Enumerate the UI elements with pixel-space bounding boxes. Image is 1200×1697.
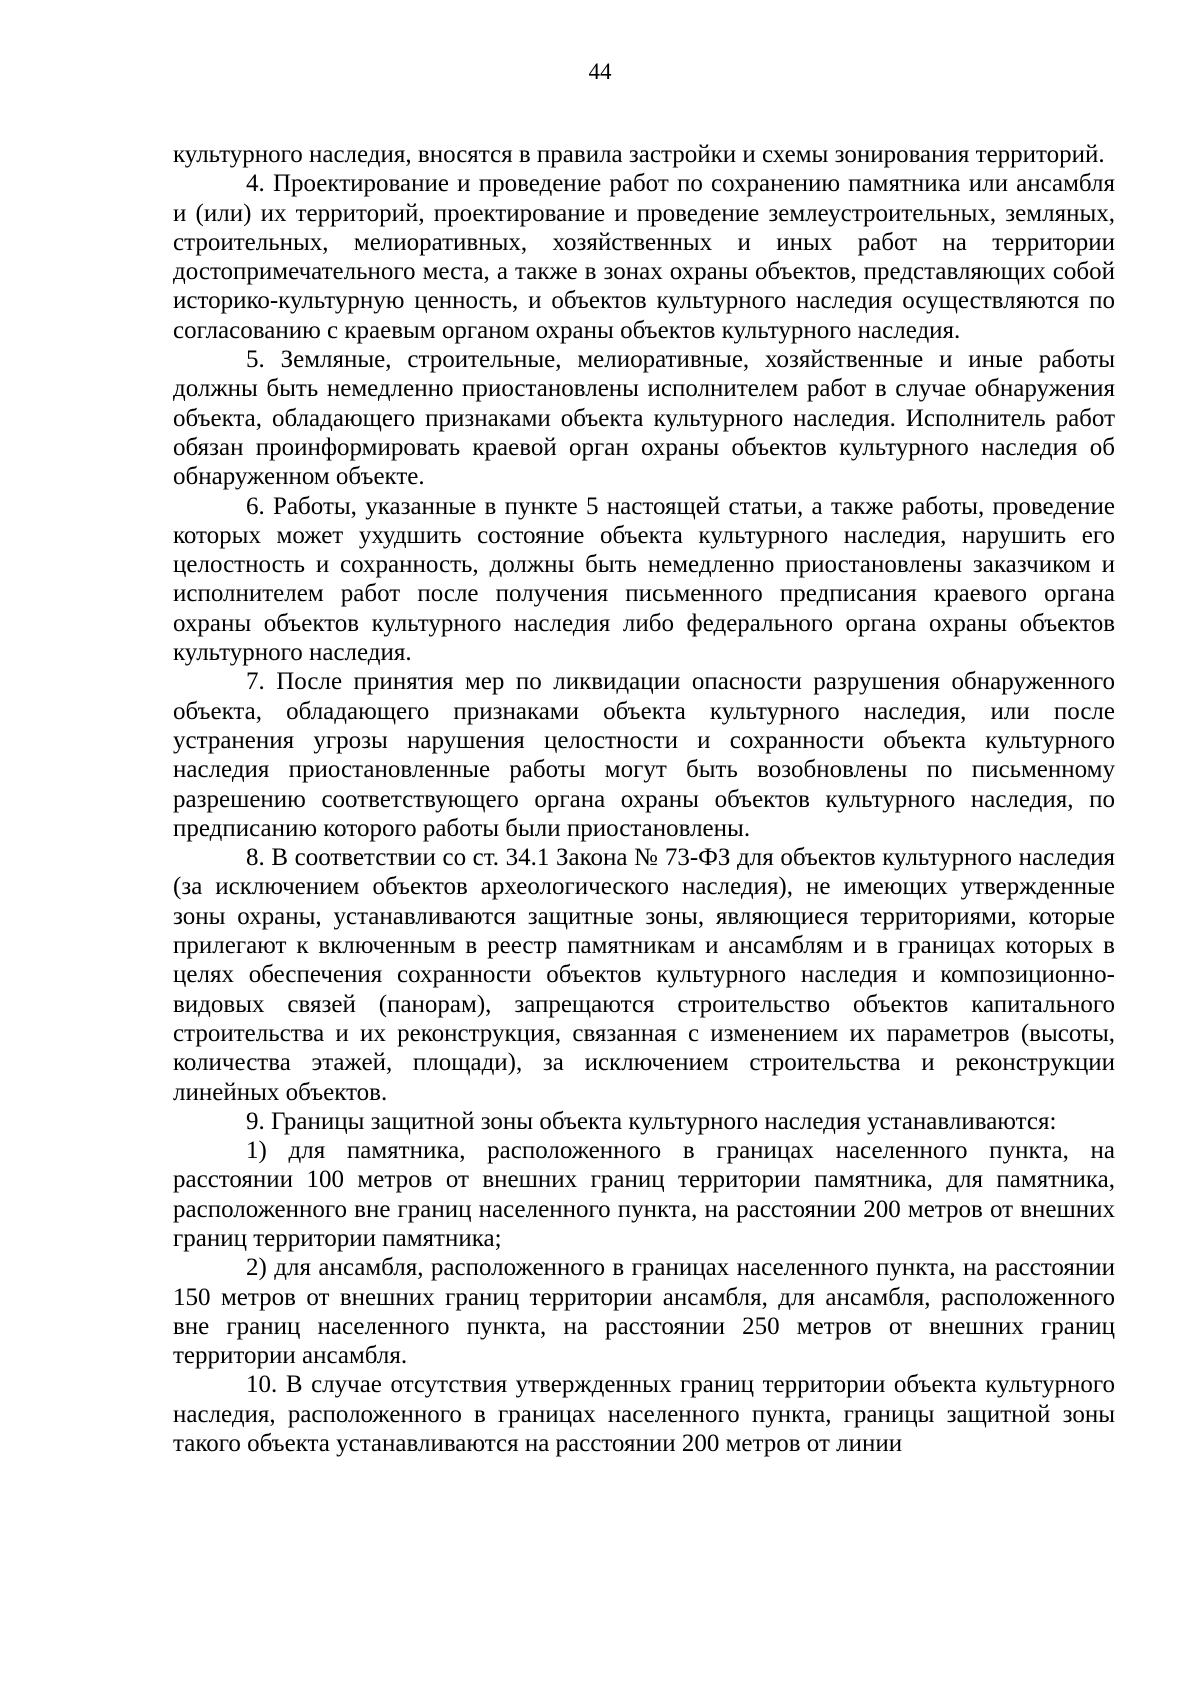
paragraph-8: 8. В соответствии со ст. 34.1 Закона № 73-ФЗ для объектов культурного наследия (за исключением объектов археологического наследия), не имеющих утвержденные зоны охраны, устанавливаются защитные зоны, являющиеся территориями, которые прилегают к включенным в реестр памятникам и ансамблям и в границах которых в целях обеспечения сохранности объектов культурного наследия и композиционно-видовых связей (панорам), запрещаются строительство объектов капитального строительства и их реконструкция, связанная с изменением их параметров (высоты, количества этажей, площади), за исключением строительства и реконструкции линейных объектов.	[173, 844, 1115, 1106]
paragraph-9-item-2: 2) для ансамбля, расположенного в границах населенного пункта, на расстоянии 150 метров от внешних границ территории ансамбля, для ансамбля, расположенного вне границ населенного пункта, на расстоянии 250 метров от внешних границ территории ансамбля.	[173, 1254, 1115, 1370]
paragraph-9-item-1: 1) для памятника, расположенного в границах населенного пункта, на расстоянии 100 метров от внешних границ территории памятника, для памятника, расположенного вне границ населенного пункта, на расстоянии 200 метров от внешних границ территории памятника;	[173, 1137, 1115, 1252]
paragraph-4: 4. Проектирование и проведение работ по сохранению памятника или ансамбля и (или) их территорий, проектирование и проведение землеустроительных, земляных, строительных, мелиоративных, хозяйственных и иных работ на территории достопримечательного места, а также в зонах охраны объектов, представляющих собой историко-культурную ценность, и объектов культурного наследия осуществляются по согласованию с краевым органом охраны объектов культурного наследия.	[173, 170, 1115, 344]
paragraph-7: 7. После принятия мер по ликвидации опасности разрушения обнаруженного объекта, обладающего признаками объекта культурного наследия, или после устранения угрозы нарушения целостности и сохранности объекта культурного наследия приостановленные работы могут быть возобновлены по письменному разрешению соответствующего органа охраны объектов культурного наследия, по предписанию которого работы были приостановлены.	[173, 668, 1115, 842]
paragraph-10: 10. В случае отсутствия утвержденных границ территории объекта культурного наследия, расположенного в границах населенного пункта, границы защитной зоны такого объекта устанавливаются на расстоянии 200 метров от линии	[173, 1371, 1115, 1458]
paragraph-9: 9. Границы защитной зоны объекта культурного наследия устанавливаются:	[246, 1107, 1057, 1135]
document-body	[173, 140, 1115, 1458]
paragraph-6: 6. Работы, указанные в пункте 5 настоящей статьи, а также работы, проведение которых может ухудшить состояние объекта культурного наследия, нарушить его целостность и сохранность, должны быть немедленно приостановлены заказчиком и исполнителем работ после получения письменного предписания краевого органа охраны объектов культурного наследия либо федерального органа охраны объектов культурного наследия.	[173, 492, 1115, 667]
page-number: 44	[588, 59, 612, 84]
paragraph-5: 5. Земляные, строительные, мелиоративные, хозяйственные и иные работы должны быть немедленно приостановлены исполнителем работ в случае обнаружения объекта, обладающего признаками объекта культурного наследия. Исполнитель работ обязан проинформировать краевой орган охраны объектов культурного наследия об обнаруженном объекте.	[173, 346, 1115, 491]
paragraph-continuation: культурного наследия, вносятся в правила застройки и схемы зонирования территорий.	[173, 141, 1105, 168]
